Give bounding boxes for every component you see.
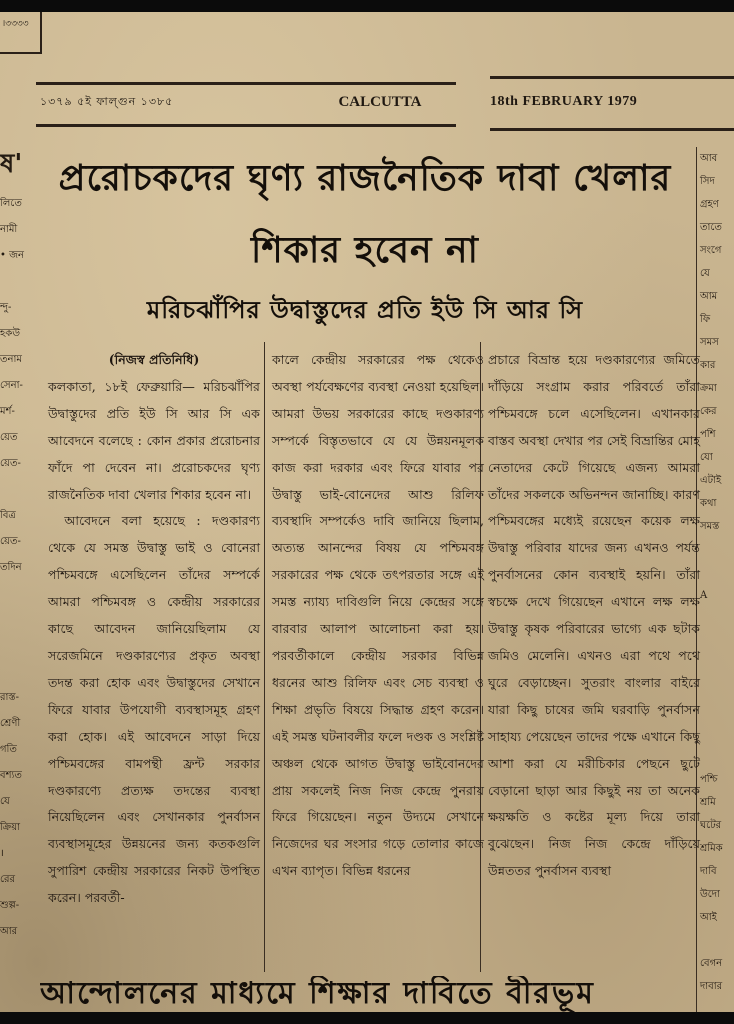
- left_fragments-line: শ্রেণী: [0, 718, 21, 729]
- left_fragments-line: বিত্র: [0, 510, 16, 521]
- right_fragments-line: পশি: [700, 429, 716, 440]
- bottom-headline: আন্দোলনের মাধ্যমে শিক্ষার দাবিতে বীরভূম: [40, 976, 595, 1011]
- column-divider: [264, 342, 265, 972]
- left_fragments-line: ন্দু-: [0, 302, 12, 313]
- right_fragments-line: দাবি: [700, 866, 717, 877]
- left_fragments-line: সেনা-: [0, 380, 23, 391]
- right_fragments-line: সমস: [700, 337, 719, 348]
- right_fragments-line: আম: [700, 291, 718, 302]
- article-column-1: [48, 347, 260, 912]
- right_fragments-line: ঘটের: [700, 820, 722, 831]
- left_fragments-line: [0, 607, 34, 633]
- masthead-rule-bottom: [36, 124, 456, 127]
- right-fragment-lines: [700, 147, 734, 998]
- left_fragments-line: মর্শ-: [0, 406, 15, 417]
- article-column-2: [272, 347, 484, 885]
- right_fragments-line: শ্রমি: [700, 797, 716, 808]
- left_fragments-line: তদিন: [0, 562, 22, 573]
- left_fragments-line: য়েত: [0, 432, 18, 443]
- right_fragments-line: [700, 676, 734, 699]
- bengali-date: ১৩৭৯ ৫ই ফাল্গুন ১৩৮৫: [40, 94, 174, 108]
- right_fragments-line: [700, 745, 734, 768]
- left_fragments-line: [0, 659, 34, 685]
- right_fragments-line: দাবার: [700, 981, 723, 992]
- right_fragments-line: তাতে: [700, 222, 722, 233]
- left_fragments-line: হকউ: [0, 328, 21, 339]
- article-paragraph: প্রচারে বিভ্রান্ত হয়ে দণ্ডকারণ্যের জমিতে দাঁড়িয়ে সংগ্রাম করার পরিবর্তে তাঁরা পশ্চিমবঙ্গে চলে এসেছিলেন। এখানকার বাস্তব অবস্থা দেখার পর সেই বিভ্রান্তির মোহ নেতাদের কেটে গিয়েছে এজন্য আমরা তাঁদের সকলকে অভিনন্দন জানাচ্ছি। কারণ পশ্চিমবঙ্গের মধ্যেই রয়েছেন কয়েক লক্ষ উদ্বাস্তু পরিবার যাদের জন্য এখনও পর্যন্ত পুনর্বাসনের কোন ব্যবস্থাই হয়নি। তাঁরা স্বচক্ষে দেখে গিয়েছেন এখানে লক্ষ লক্ষ উদ্বাস্তু কৃষক পরিবারের ভাগ্যে এক ছটাক জমিও মেলেনি। এখনও এরা পথে পথে ঘুরে বেড়াচ্ছেন। সুতরাং বাংলার বাইরে যারা কিছু চাষের জমি ঘরবাড়ি পুনর্বাসন সাহায্য পেয়েছেন তাদের পক্ষে এখানে কিছু আশা করা যে মরীচিকার পেছনে ছুটে বেড়ানো ছাড়া আর কিছুই নয় তা অনেক ক্ষয়ক্ষতি ও কষ্টের মূল্য দিয়ে তারা বুঝেছেন। নিজ নিজ কেন্দ্রে দাঁড়িয়ে উন্নততর পুনর্বাসন ব্যবস্থা: [488, 352, 700, 879]
- right_fragments-line: কার: [700, 360, 716, 371]
- right_fragments-line: [700, 929, 734, 952]
- left_fragments-line: ক্রিয়া: [0, 822, 21, 833]
- left_fragments-line: গতি: [0, 744, 17, 755]
- english-date: 18th FEBRUARY 1979: [490, 94, 638, 109]
- left_fragments-line: [0, 477, 34, 503]
- right_fragments-line: উদো: [700, 889, 720, 900]
- right_fragments-line: কথা: [700, 498, 717, 509]
- right_fragments-line: আব: [700, 153, 718, 164]
- subheadline: মরিচঝাঁপির উদ্বাস্তুদের প্রতি ইউ সি আর সি: [146, 295, 584, 324]
- article-paragraph: কলকাতা, ১৮ই ফেব্রুয়ারি— মরিচঝাঁপির উদ্বাস্তুদের প্রতি ইউ সি আর সি এক আবেদনে বলেছে : কোন প্রকার প্ররোচনার ফাঁদে পা দেবেন না। প্ররোচকদের ঘৃণ্য রাজনৈতিক দাবা খেলার শিকার হবেন না।: [48, 378, 260, 502]
- left_fragments-line: রের: [0, 874, 16, 885]
- right_fragments-line: সমস্ত: [700, 521, 720, 532]
- left_fragments-line: লিতে: [0, 198, 22, 209]
- right_fragments-line: সিদ: [700, 176, 715, 187]
- corner-box: [0, 12, 42, 54]
- left_fragments-line: বশ্যত: [0, 770, 22, 781]
- article-column-3: [488, 347, 700, 885]
- right_fragments-line: বেগন: [700, 958, 723, 969]
- left_fragments-line: রাস্ত-: [0, 692, 19, 703]
- masthead-rule-top: [36, 82, 456, 85]
- headline-line-2: শিকার হবেন না: [251, 229, 479, 271]
- left_fragments-line: নামী: [0, 224, 18, 235]
- right_fragments-line: [700, 722, 734, 745]
- newspaper-page: [0, 12, 734, 1012]
- right_fragments-line: [700, 630, 734, 653]
- left_fragments-line: ।: [0, 848, 4, 859]
- left_fragments-line: তনাম: [0, 354, 22, 365]
- right_fragments-line: যো: [700, 452, 713, 463]
- right_fragments-line: যে: [700, 268, 710, 279]
- right_fragments-line: [700, 607, 734, 630]
- left_fragments-line: [0, 633, 34, 659]
- headline-line-1: প্ররোচকদের ঘৃণ্য রাজনৈতিক দাবা খেলার: [58, 157, 672, 199]
- right_fragments-line: পশ্চি: [700, 774, 718, 785]
- right_fragments-line: [700, 699, 734, 722]
- right_fragments-line: A: [700, 590, 708, 601]
- left_fragments-line: আর: [0, 926, 18, 937]
- article-paragraph: কালে কেন্দ্রীয় সরকারের পক্ষ থেকেও অবস্থা পর্যবেক্ষণের ব্যবস্থা নেওয়া হয়েছিল। আমরা উভয় সরকারের কাছে দণ্ডকারণ্য সম্পর্কে বিস্তৃতভাবে যে যে উন্নয়নমূলক কাজ করা দরকার এবং ফিরে যাবার পর উদ্বাস্তু ভাই-বোনেদের আশু রিলিফ ব্যবস্থাদি সম্পর্কেও দাবি জানিয়ে ছিলাম, অত্যন্ত আনন্দের বিষয় যে পশ্চিমবঙ্গ সরকারের পক্ষ থেকে তৎপরতার সঙ্গে এই সমস্ত ন্যায্য দাবিগুলি নিয়ে কেন্দ্রের সঙ্গে বারবার আলাপ আলোচনা করা হয়। পরবর্তীকালে কেন্দ্রীয় সরকার বিভিন্ন ধরনের আশু রিলিফ এবং সেচ ব্যবস্থা ও শিক্ষা প্রভৃতি বিষয়ে সিদ্ধান্ত গ্রহণ করেন। এই সমস্ত ঘটনাবলীর ফলে দণ্ডক ও সংশ্লিষ্ট অঞ্চল থেকে আগত উদ্বাস্তু ভাইবোনদের প্রায় সকলেই নিজ নিজ কেন্দ্রে পুনরায় ফিরে গিয়েছেন। নতুন উদ্যমে সেখানে নিজেদের ঘর সংসার গড়ে তোলার কাজে এখন ব্যাপৃত। বিভিন্ন ধরনের: [272, 352, 484, 879]
- masthead-rule-bottom-right: [490, 128, 734, 131]
- left_fragments-line: [0, 269, 34, 295]
- left_fragments-line: য়েত-: [0, 536, 21, 547]
- corner-text: ।৩৩৩৩: [2, 19, 29, 29]
- right_fragments-line: [700, 561, 734, 584]
- left-fragment-lines: [0, 191, 34, 945]
- left_fragments-line: শুল্প-: [0, 900, 20, 911]
- right_fragments-line: কের: [700, 406, 717, 417]
- right_fragments-line: গ্রহণ: [700, 199, 719, 210]
- right_fragments-line: এটাই: [700, 475, 722, 486]
- byline: (নিজস্ব প্রতিনিধি): [108, 352, 200, 367]
- right_fragments-line: আই: [700, 912, 717, 923]
- right_fragments-line: ক্রমা: [700, 383, 717, 394]
- left-fragment-heading: ষ': [0, 149, 23, 179]
- right_fragments-line: [700, 538, 734, 561]
- article-paragraph: আবেদনে বলা হয়েছে : দণ্ডকারণ্য থেকে যে সমস্ত উদ্বাস্তু ভাই ও বোনেরা পশ্চিমবঙ্গে এসেছিলেন তাঁদের সম্পর্কে আমরা পশ্চিমবঙ্গ ও কেন্দ্রীয় সরকারের কাছে আবেদন জানিয়েছিলাম যে সরেজমিনে দণ্ডকারণ্যের প্রকৃত অবস্থা তদন্ত করা হোক এবং উদ্বাস্তুদের সেখানে ফিরে যাবার উপযোগী ব্যবস্থাসমূহ গ্রহণ করা হোক। এই আবেদনে সাড়া দিয়ে পশ্চিমবঙ্গের বামপন্থী ফ্রন্ট সরকার দণ্ডকারণ্যে প্রত্যক্ষ তদন্তের ব্যবস্থা নিয়েছিলেন এবং সেখানকার পুনর্বাসন ব্যবস্থাসমূহের উন্নয়নের জন্য কতকগুলি সুপারিশ কেন্দ্রীয় সরকারের নিকট উপস্থিত করেন। পরবর্তী-: [48, 513, 260, 906]
- left_fragments-line: • জন: [0, 250, 24, 261]
- left-column-fragments: [0, 147, 34, 1012]
- right_fragments-line: [700, 653, 734, 676]
- masthead-rule-top-right: [490, 76, 734, 79]
- right-column-fragments: [696, 147, 734, 1012]
- right_fragments-line: শ্রমিক: [700, 843, 723, 854]
- left_fragments-line: যে: [0, 796, 10, 807]
- left_fragments-line: য়েত-: [0, 458, 21, 469]
- right_fragments-line: সংগে: [700, 245, 722, 256]
- masthead-dateline: [40, 90, 690, 114]
- masthead-city: CALCUTTA: [338, 93, 422, 110]
- right_fragments-line: ফি: [700, 314, 711, 325]
- left_fragments-line: [0, 581, 34, 607]
